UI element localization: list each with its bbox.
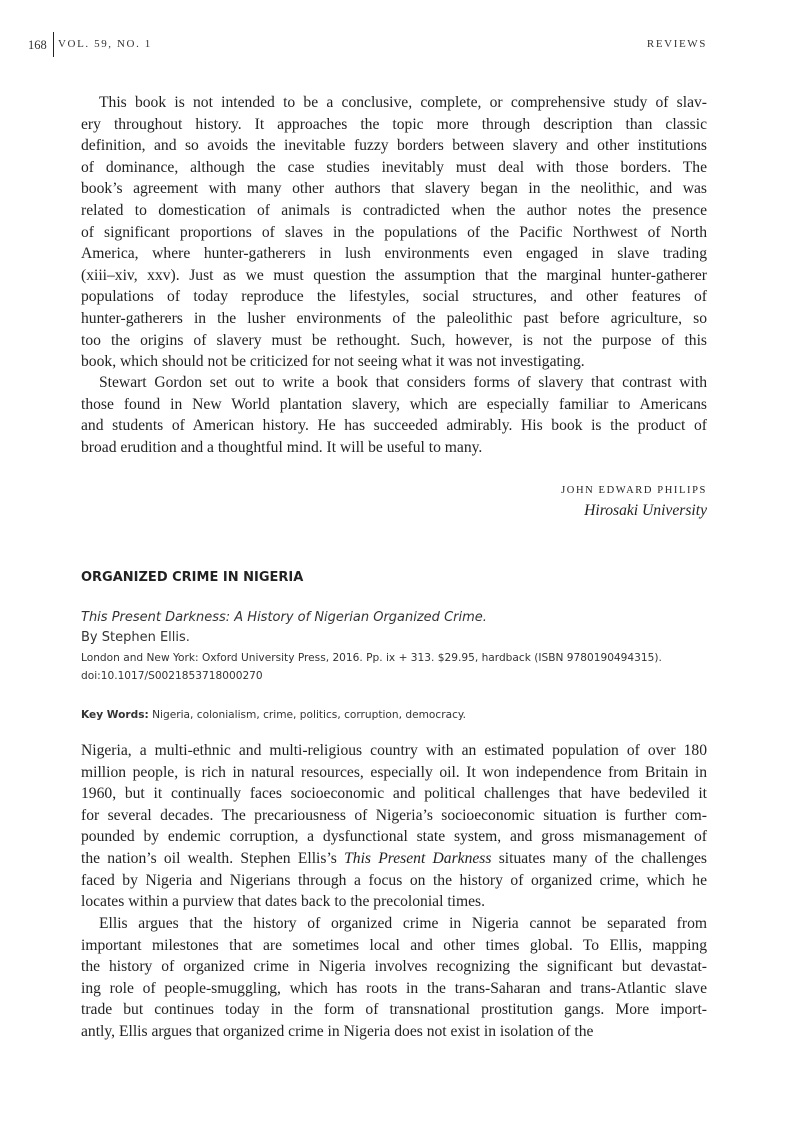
text-line: broad erudition and a thoughtful mind. It will be useful to many. — [81, 438, 483, 456]
text-line: ing role of people-smuggling, which has roots in the trans-Saharan and trans-Atlantic slave — [81, 979, 707, 997]
text-line: faced by Nigeria and Nigerians through a focus on the history of organized crime, which he — [81, 871, 707, 889]
text-line: and students of American history. He has succeeded admirably. His book is the product of — [81, 417, 707, 435]
text-line: book’s agreement with many other authors that slavery began in the neolithic, and was — [81, 180, 707, 198]
review1-paragraph-2 — [81, 372, 707, 458]
text-span: the nation’s oil wealth. Stephen Ellis’s — [81, 849, 345, 867]
keywords — [81, 709, 466, 721]
text-line: million people, is rich in natural resources, especially oil. It won independence from Britain in — [81, 763, 707, 781]
text-line: Nigeria, a multi-ethnic and multi-religious country with an estimated population of over 180 — [81, 742, 707, 759]
text-line: of significant proportions of slaves in the populations of the Pacific Northwest of North — [81, 223, 707, 241]
text-line: the history of organized crime in Nigeria involves recognizing the significant but devastat- — [81, 958, 707, 976]
text-line: pounded by endemic corruption, a dysfunctional state system, and gross mismanagement of — [81, 828, 707, 846]
review-heading: ORGANIZED CRIME IN NIGERIA — [81, 570, 304, 585]
keywords-list: Nigeria, colonialism, crime, politics, corruption, democracy. — [152, 709, 467, 721]
text-line: locates within a purview that dates back to the precolonial times. — [81, 893, 486, 911]
review1-paragraph-1 — [81, 92, 707, 373]
text-line: of dominance, although the case studies inevitably must deal with those borders. The — [81, 158, 707, 176]
book-author: By Stephen Ellis. — [81, 630, 190, 645]
text-line — [81, 848, 707, 870]
page-number: 168 — [28, 38, 47, 52]
text-line: book, which should not be criticized for not seeing what it was not investigating. — [81, 353, 585, 371]
reviewer-affiliation: Hirosaki University — [584, 502, 707, 519]
text-line: This book is not intended to be a conclusive, complete, or comprehensive study of slav- — [99, 94, 707, 111]
text-line: trade but continues today in the form of transnational prostitution gangs. More import- — [81, 1001, 707, 1019]
text-line: (xiii–xiv, xxv). Just as we must question the assumption that the marginal hunter-gatherer — [81, 266, 707, 284]
text-line: Stewart Gordon set out to write a book that considers forms of slavery that contrast with — [99, 374, 707, 391]
book-title-italic: This Present Darkness — [344, 849, 492, 867]
text-line: definition, and so avoids the inevitable fuzzy borders between slavery and other institutions — [81, 137, 707, 155]
text-line: hunter-gatherers in the lusher environments of the paleolithic past before agriculture, so — [81, 309, 707, 327]
doi[interactable]: doi:10.1017/S0021853718000270 — [81, 670, 263, 682]
header-divider — [53, 32, 54, 57]
text-line: too the origins of slavery must be rethought. Such, however, is not the purpose of this — [81, 331, 707, 349]
text-line: America, where hunter-gatherers in lush environments even engaged in slave trading — [81, 245, 707, 263]
text-line: 1960, but it continually faces socioeconomic and political challenges that have bedeviled it — [81, 785, 707, 803]
volume-label: VOL. 59, NO. 1 — [58, 38, 152, 50]
text-line: Ellis argues that the history of organized crime in Nigeria cannot be separated from — [99, 915, 707, 932]
review2-paragraph-2 — [81, 913, 707, 1043]
text-line: ery throughout history. It approaches the topic more through description than classic — [81, 115, 707, 133]
text-span: situates many of the challenges — [491, 849, 707, 867]
book-title: This Present Darkness: A History of Nigerian Organized Crime. — [81, 610, 487, 625]
text-line: related to domestication of animals is contradicted when the author notes the presence — [81, 201, 707, 219]
text-line: for several decades. The precariousness of Nigeria’s socioeconomic situation is further com- — [81, 806, 707, 824]
text-line: those found in New World plantation slavery, which are especially familiar to Americans — [81, 395, 707, 413]
section-label: REVIEWS — [646, 38, 707, 50]
text-line: populations of today reproduce the lifestyles, social structures, and other features of — [81, 288, 707, 306]
text-line: important milestones that are sometimes local and other times global. To Ellis, mapping — [81, 936, 707, 954]
keywords-label: Key Words: — [81, 709, 149, 721]
publication-info: London and New York: Oxford University Press, 2016. Pp. ix + 313. $29.95, hardback (ISBN 9780190494315). — [81, 652, 662, 664]
text-line: antly, Ellis argues that organized crime in Nigeria does not exist in isolation of the — [81, 1022, 594, 1040]
review2-paragraph-1 — [81, 740, 707, 913]
reviewer-name: JOHN EDWARD PHILIPS — [561, 485, 707, 496]
